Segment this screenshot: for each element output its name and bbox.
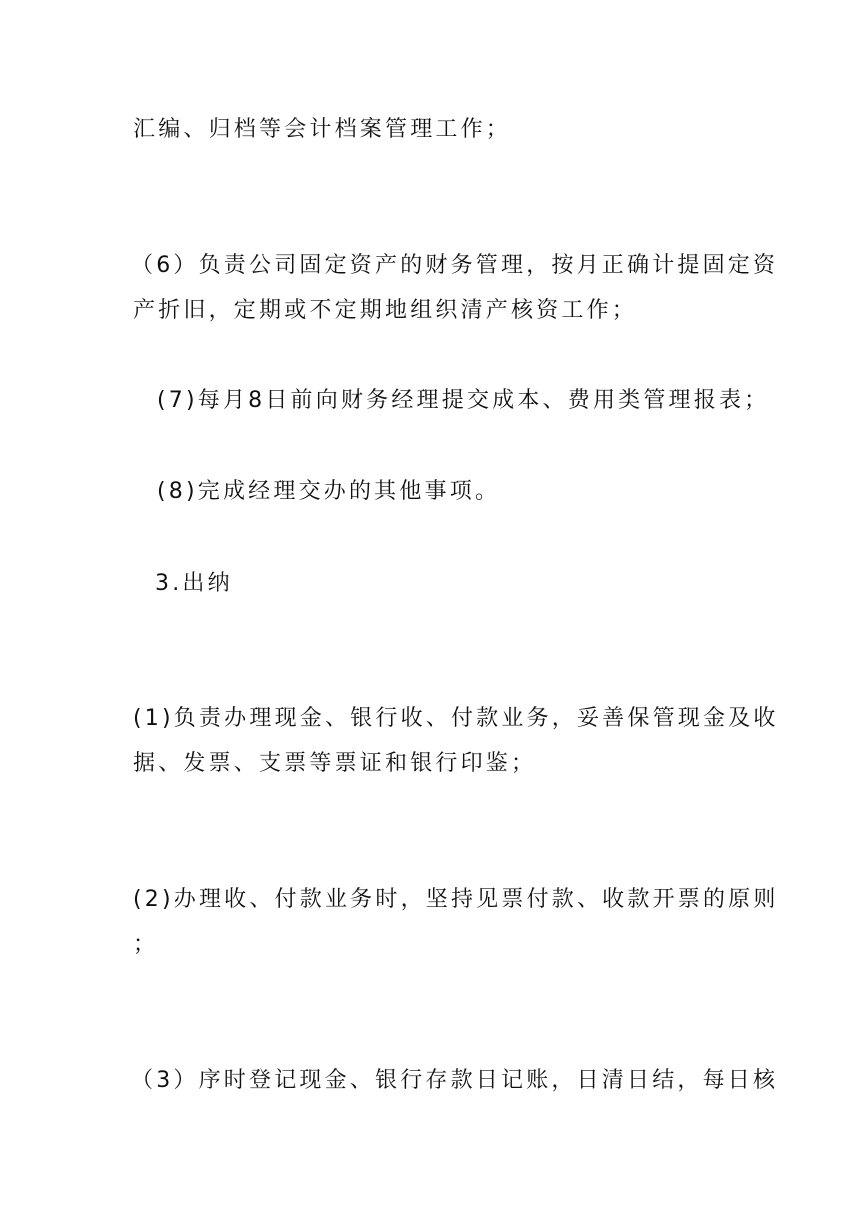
- text-line-2: （6）负责公司固定资产的财务管理，按月正确计提固定资: [131, 253, 779, 278]
- text-line-7: (1)负责办理现金、银行收、付款业务，妥善保管现金及收: [133, 706, 779, 731]
- section-heading: 3.出纳: [155, 571, 233, 596]
- text-line-11: （3）序时登记现金、银行存款日记账，日清日结，每日核: [131, 1068, 779, 1093]
- text-line-3: 产折旧，定期或不定期地组织清产核资工作；: [133, 298, 638, 323]
- text-line-4: (7)每月8日前向财务经理提交成本、费用类管理报表；: [157, 388, 770, 413]
- text-line-1: 汇编、归档等会计档案管理工作；: [133, 117, 512, 142]
- text-line-5: (8)完成经理交办的其他事项。: [157, 479, 501, 504]
- text-line-9: (2)办理收、付款业务时，坚持见票付款、收款开票的原则: [133, 887, 779, 912]
- text-line-10: ；: [133, 932, 159, 957]
- text-line-8: 据、发票、支票等票证和银行印鉴；: [133, 751, 537, 776]
